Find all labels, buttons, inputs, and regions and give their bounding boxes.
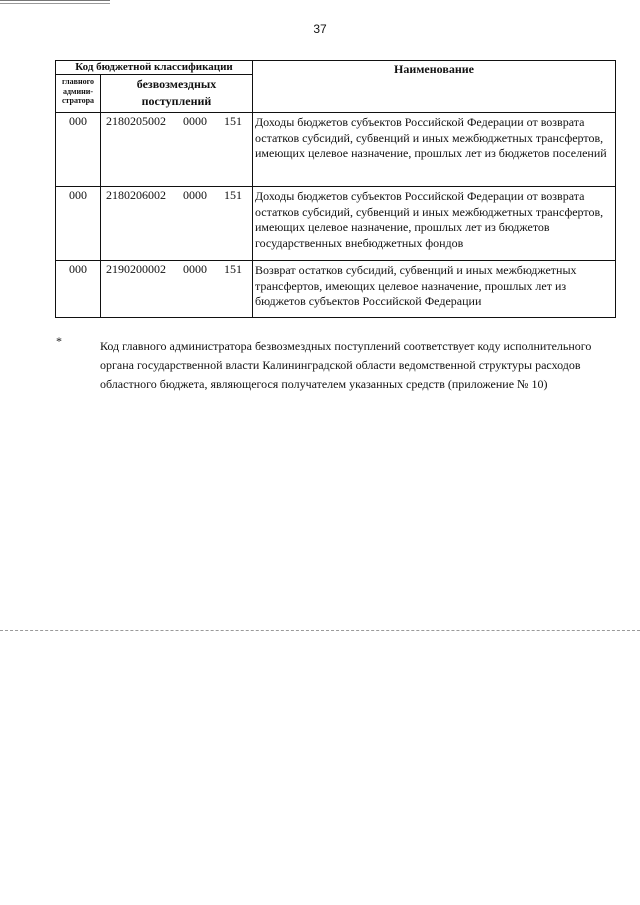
- revenue-code: 2190200002: [106, 262, 166, 276]
- table-row: [56, 261, 616, 318]
- admin-code-cell: 000: [56, 261, 101, 318]
- revenue-subcode: 0000: [183, 262, 207, 276]
- revenue-name-cell: Доходы бюджетов субъектов Российской Федерации от возврата остатков субсидий, субвенций и иных межбюджетных трансфертов, имеющих целевое назначение, прошлых лет из бюджетов государственных внебюджетных фондов: [253, 187, 616, 261]
- page-number: 37: [313, 22, 327, 36]
- revenue-subcode: 0000: [183, 188, 207, 202]
- revenue-code-cell: [101, 113, 253, 187]
- table-row: [56, 113, 616, 187]
- revenue-kind: 151: [224, 188, 242, 202]
- revenue-code-cell: [101, 187, 253, 261]
- footnote-text: Код главного администратора безвозмездных поступлений соответствует коду исполнительного органа государственной власти Калининградской области ведомственной структуры расходов областного бюджета, являющегося получателем указанных средств (приложение № 10): [100, 339, 592, 391]
- admin-code-cell: 000: [56, 187, 101, 261]
- header-free-receipts: безвозмездных поступлений: [101, 75, 253, 113]
- scan-edge-mark: [0, 0, 110, 4]
- revenue-name-cell: Возврат остатков субсидий, субвенций и иных межбюджетных трансфертов, имеющих целевое назначение, прошлых лет из бюджетов субъектов Российской Федерации: [253, 261, 616, 318]
- budget-classification-table: [55, 60, 616, 318]
- revenue-code: 2180205002: [106, 114, 166, 128]
- footnote-mark: *: [56, 334, 62, 348]
- table-header-row: [56, 61, 616, 75]
- table-row: [56, 187, 616, 261]
- revenue-kind: 151: [224, 262, 242, 276]
- header-name: Наименование: [253, 61, 616, 113]
- scan-dashed-line: [0, 630, 640, 631]
- header-budget-classification-code: Код бюджетной классификации: [56, 61, 253, 75]
- header-chief-administrator: главного админи-стратора: [56, 75, 101, 113]
- revenue-name-cell: Доходы бюджетов субъектов Российской Федерации от возврата остатков субсидий, субвенций и иных межбюджетных трансфертов, имеющих целевое назначение, прошлых лет из бюджетов поселений: [253, 113, 616, 187]
- admin-code-cell: 000: [56, 113, 101, 187]
- revenue-code-cell: [101, 261, 253, 318]
- revenue-kind: 151: [224, 114, 242, 128]
- revenue-code: 2180206002: [106, 188, 166, 202]
- revenue-subcode: 0000: [183, 114, 207, 128]
